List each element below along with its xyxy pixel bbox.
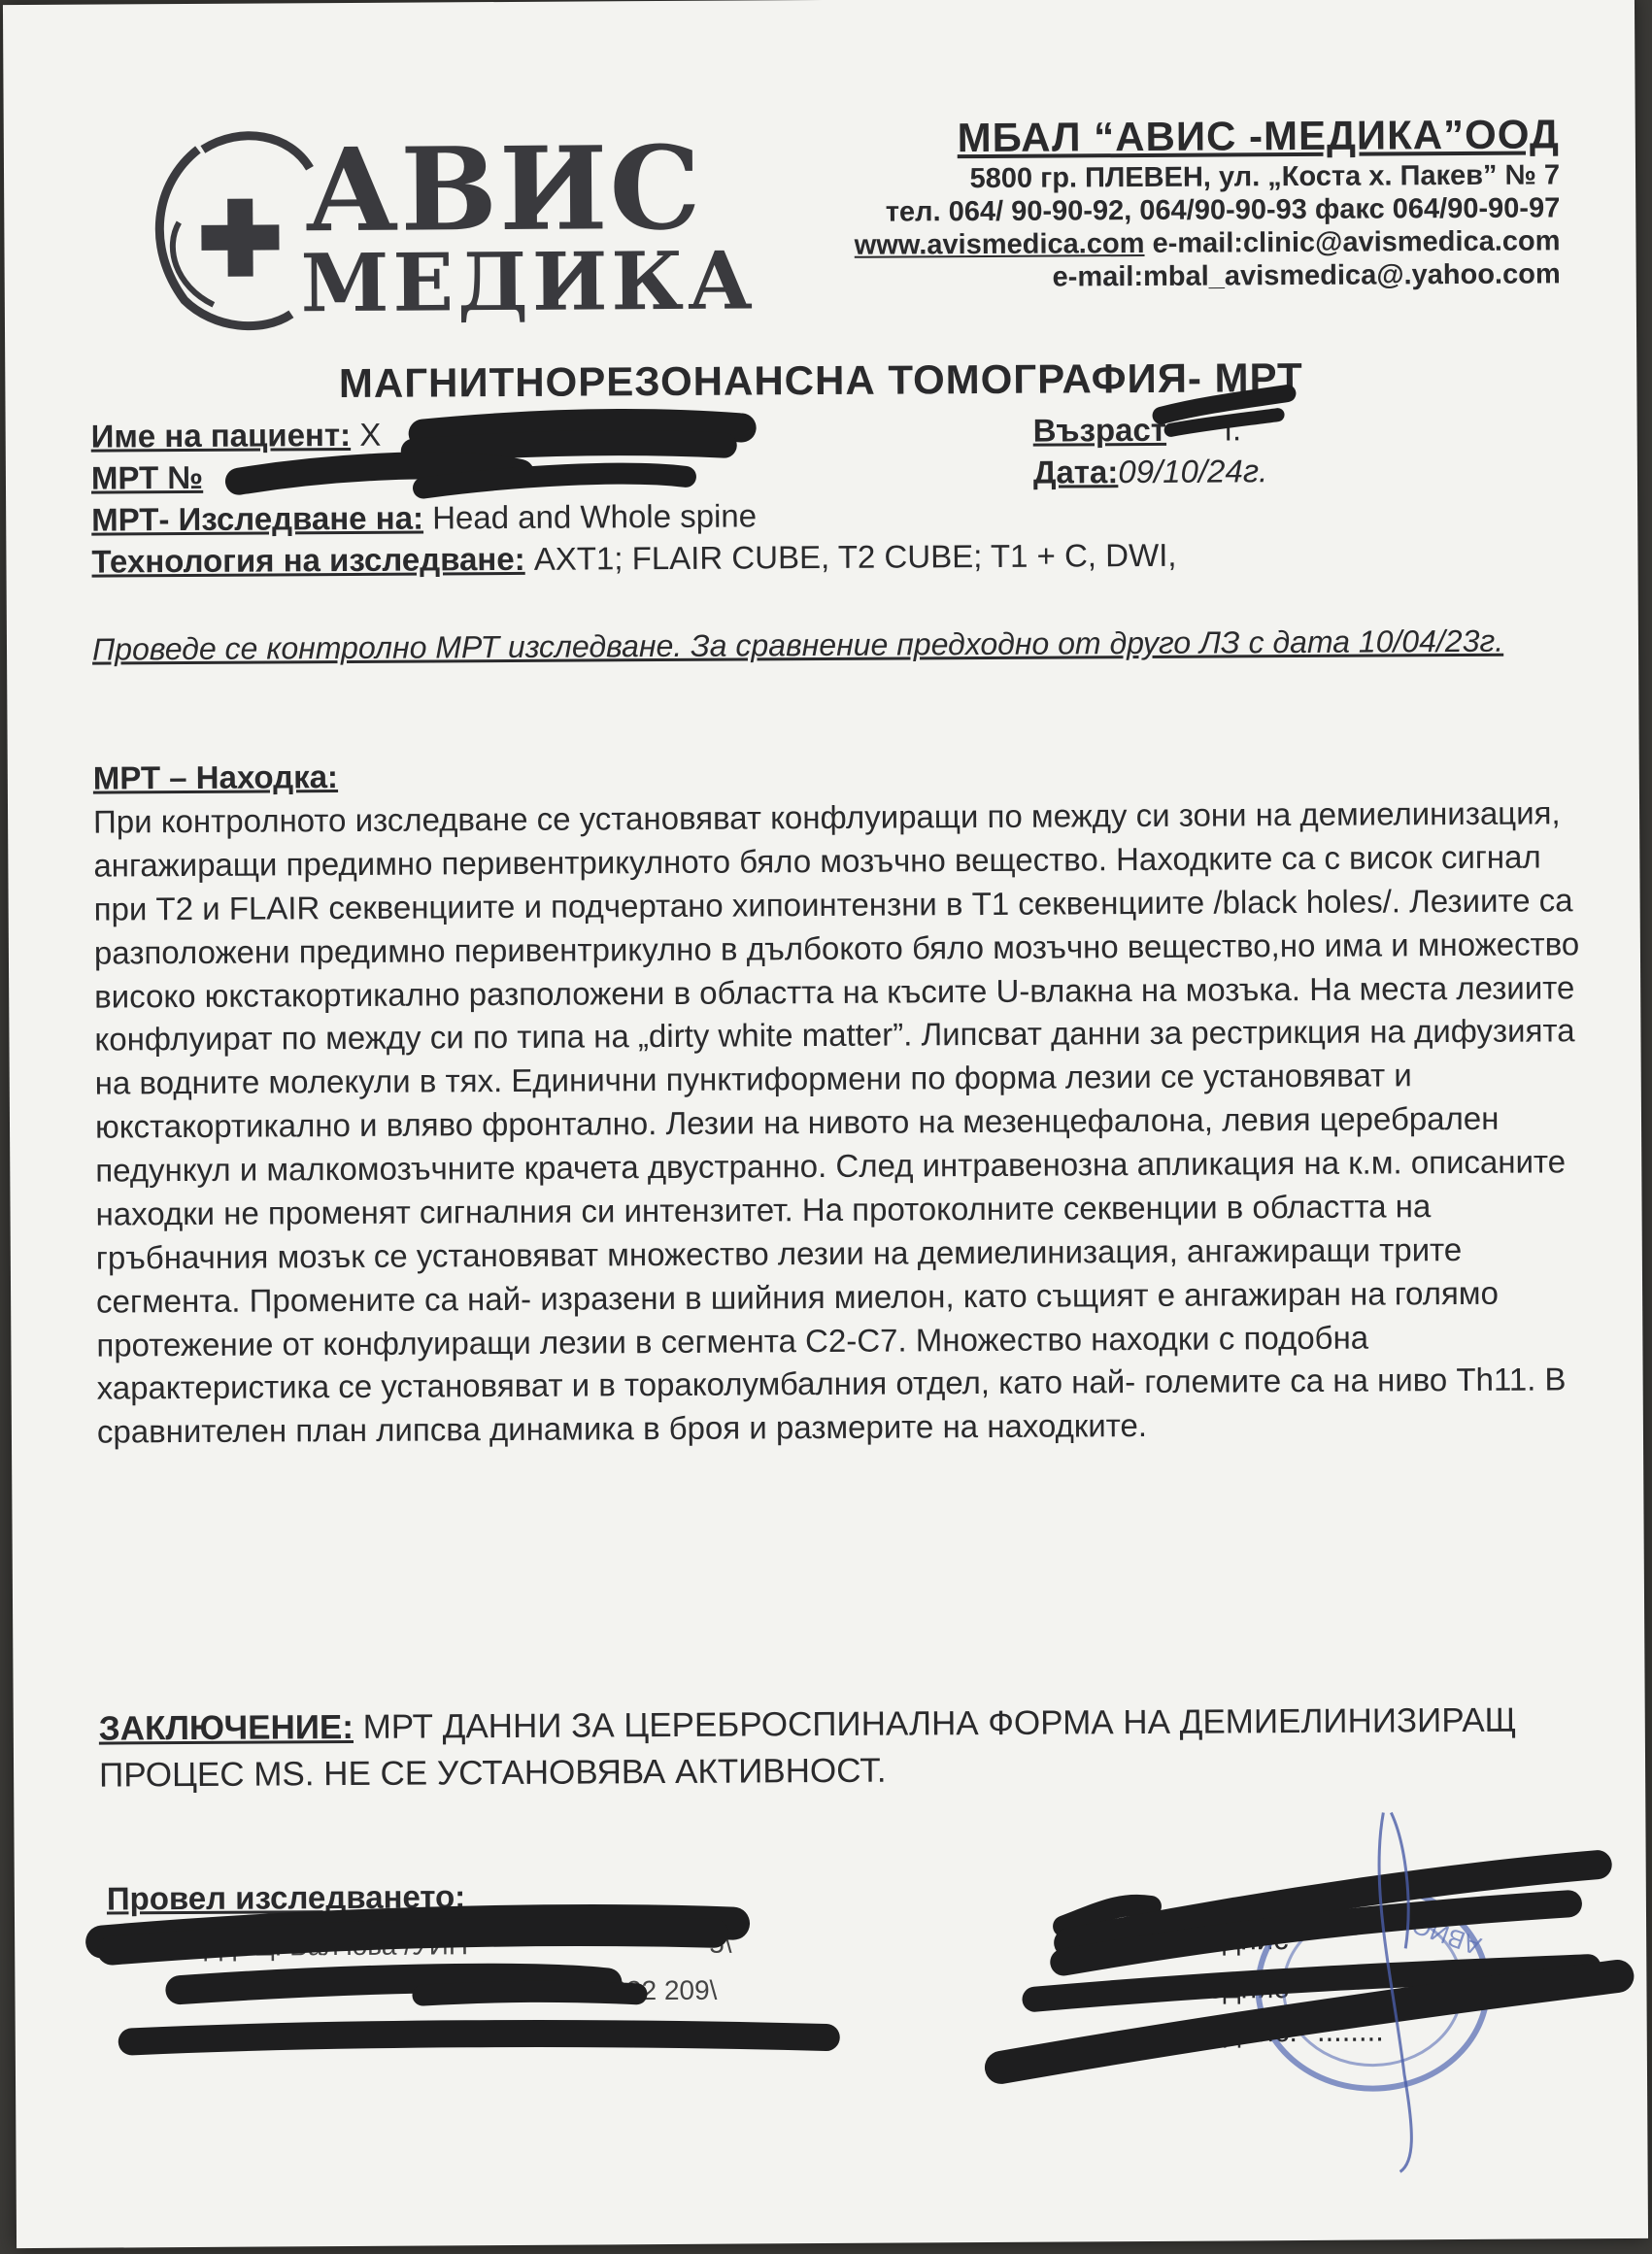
control-exam-note: Проведе се контролно МРТ изследване. За сравнение предходно от друго ЛЗ с дата 10/04/23г. xyxy=(91,622,1504,667)
clinic-address: 5800 гр. ПЛЕВЕН, ул. „Коста х. Пакев” № 7 xyxy=(969,158,1561,194)
clinic-phones: тел. 064/ 90-90-92, 064/90-90-93 факс 064/90-90-97 xyxy=(885,192,1561,228)
age-value: г. xyxy=(1224,411,1242,448)
technology-label: Технология на изследване: xyxy=(91,540,525,580)
examiner-line-2-end: 87 332 209\ xyxy=(573,1974,718,2006)
document-title: МАГНИТНОРЕЗОНАНСНА ТОМОГРАФИЯ- МРТ xyxy=(338,353,1303,407)
age-row xyxy=(1033,409,1242,452)
patient-row xyxy=(91,415,382,458)
exam-value: Head and Whole spine xyxy=(422,497,758,536)
svg-text:АВИС: АВИС xyxy=(1408,1909,1485,1962)
examiner-line-1: Д-р Ц. Валчова /УИН xyxy=(204,1930,469,1962)
findings-label: МРТ – Находка: xyxy=(92,758,339,796)
logo-top-word: АВИС xyxy=(304,119,703,258)
technology-value: AXT1; FLAIR CUBE, T2 CUBE; T1 + C, DWI, xyxy=(524,536,1177,577)
signature-line-3: Подпис: ........ xyxy=(1185,2013,1384,2049)
examiner-line-3-end: Минчева xyxy=(628,2016,741,2048)
clinic-info xyxy=(854,110,1561,295)
findings-text: При контролното изследване се установяват конфлуиращи по между си зони на демиелинизация, ангажиращи предимно перивентрикулното бяло мозъчно вещество. Находките са с висок сигнал при T2 и FLAIR секвенциите и подчертано хипоинтензни в T1 секвенциите /black holes/. Лезиите са разположени предимно перивентрикулно в дълбокото бяло мозъчно вещество,но има и множество високо юкстакортикално разположени в областта на късите U-влакна на мозъка. На места лезиите конфлуират по между си по типа на „dirty white matter”. Липсват данни за рестрикция на дифузията на водните молекули в тях. Единични пунктиформени по форма лезии се установяват и юкстакортикално и вляво фронтално. Лезии на нивото на мезенцефалона, левия церебрален педункул и малкомозъчните крачета двустранно. След интравенозна апликация на к.м. описаните находки не променят сигналния си интензитет. На протоколните секвенции в областта на гръбначния мозък се установяват множество лезии на демиелинизация, ангажиращи трите сегмента. Промените са най- изразени в шийния миелон, като същият е ангажиран на голямо протежение от конфлуиращи лезии в сегмента С2-С7. Множество находки с подобна характеристика се установяват и в тораколумбалния отдел, като най- големите са на ниво Th11. В сравнителен план липсва динамика в броя и размерите на находките. xyxy=(92,794,1580,1450)
mrt-number-row xyxy=(91,457,203,500)
signature-line-1: Подпис xyxy=(1185,1922,1289,1957)
conclusion-text: МРТ ДАННИ ЗА ЦЕРЕБРОСПИНАЛНА ФОРМА НА ДЕМИЕЛИНИЗИРАЩ ПРОЦЕС MS. НЕ СЕ УСТАНОВЯВА АКТИВНОСТ. xyxy=(98,1700,1517,1795)
exam-row xyxy=(91,495,757,541)
examiner-line-1-end: 5\ xyxy=(709,1928,732,1959)
date-row xyxy=(1033,451,1268,493)
date-value: 09/10/24г. xyxy=(1118,453,1268,490)
logo-bottom-word: МЕДИКА xyxy=(300,234,758,331)
clinic-email-1[interactable]: e-mail:clinic@avismedica.com xyxy=(1144,225,1561,259)
conclusion xyxy=(99,1698,1537,1800)
clinic-name: МБАЛ “АВИС -МЕДИКА”ООД xyxy=(957,111,1560,161)
patient-value: Х xyxy=(350,416,382,453)
examiners-label: Провел изследването: xyxy=(106,1878,466,1917)
mrt-number-label: МРТ № xyxy=(90,458,204,496)
signature-line-2: Подпис xyxy=(1185,1970,1290,2005)
date-label: Дата: xyxy=(1032,454,1119,490)
clinic-website[interactable]: www.avismedica.com xyxy=(854,227,1145,261)
clinic-email-2[interactable]: e-mail:mbal_avismedica@.yahoo.com xyxy=(1052,258,1561,293)
clinic-logo xyxy=(145,119,758,334)
exam-label: МРТ- Изследване на: xyxy=(91,499,424,538)
conclusion-label: ЗАКЛЮЧЕНИЕ: xyxy=(98,1707,354,1748)
clinic-stamp xyxy=(1246,1875,1500,2101)
document-page xyxy=(3,0,1648,2248)
technology-row xyxy=(91,535,1176,584)
patient-label: Име на пациент: xyxy=(90,416,352,454)
signature-dots: ........ xyxy=(1316,2013,1384,2048)
age-label: Възраст xyxy=(1032,411,1167,449)
